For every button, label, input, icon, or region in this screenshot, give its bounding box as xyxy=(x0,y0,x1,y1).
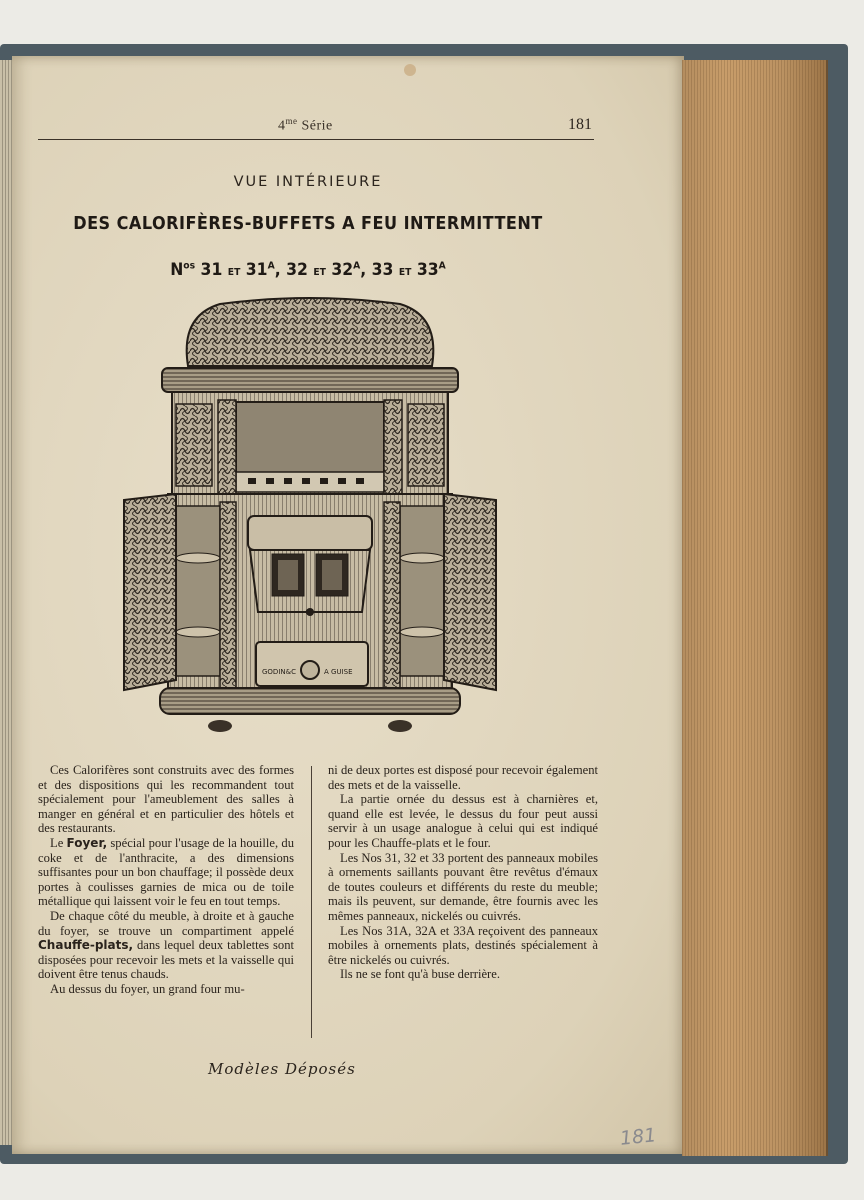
body-column-right xyxy=(328,763,598,982)
pencil-page-number: 181 xyxy=(618,1124,658,1150)
page-block-edge xyxy=(682,60,828,1156)
running-header xyxy=(38,116,594,140)
paragraph: Ils ne se font qu'à buse derrière. xyxy=(340,967,500,982)
body-column-left xyxy=(38,763,294,997)
paragraph: Le Foyer, spécial pour l'usage de la houille, du coke et de l'anthracite, a des dimensions suffisantes pour un bon chauffage; il possède deux portes à coulisses garnies de mica ou de toile métallique qui laissent voir le feu en tout temps. xyxy=(38,835,294,909)
paragraph: De chaque côté du meuble, à droite et à gauche du foyer, se trouve un compartiment appelé Chauffe-plats, dans lequel deux tablettes sont disposées pour recevoir les mets et la vaisselle qui doivent être tenus chauds. xyxy=(38,908,294,982)
title-line-1: VUE INTÉRIEURE xyxy=(233,174,383,190)
paragraph: ni de deux portes est disposé pour recevoir également des mets et de la vaisselle. xyxy=(328,763,598,792)
paragraph: Au dessus du foyer, un grand four mu- xyxy=(50,981,245,996)
page-number: 181 xyxy=(568,116,592,133)
registered-models-note: Modèles Déposés xyxy=(208,1060,356,1078)
paragraph: Les Nos 31A, 32A et 33A reçoivent des panneaux mobiles à ornements plats, destinés spécialement à être nickelés ou cuivrés. xyxy=(328,923,598,967)
maker-mark-right: A GUISE xyxy=(324,668,353,676)
paragraph: Ces Calorifères sont construits avec des formes et des dispositions qui les recommandent tout spécialement pour l'ameublement des salles à manger en général et en particulier des hôtels et des restaurants. xyxy=(38,763,294,836)
paragraph: Les Nos 31, 32 et 33 portent des panneaux mobiles à ornements saillants pouvant être revêtus d'émaux de toutes couleurs et différents du reste du meuble; mais ils peuvent, sur demande, être fournis avec les mêmes panneaux, nickelés ou cuivrés. xyxy=(328,850,598,923)
series-label: $4^{me}$ Série xyxy=(278,116,333,134)
paragraph: La partie ornée du dessus est à charnières et, quand elle est levée, le dessus du four peut aussi servir à un usage analogue à celui qui est indiqué pour les Chauffe-plats et le four. xyxy=(328,792,598,850)
title-line-2: DES CALORIFÈRES-BUFFETS A FEU INTERMITTENT xyxy=(73,214,543,234)
column-divider xyxy=(311,766,312,1038)
maker-mark-left: GODIN&C xyxy=(262,668,296,676)
paper-stain xyxy=(404,64,416,76)
stove-buffet-engraving xyxy=(110,296,510,746)
model-numbers: $N^{os}$ 31 ET $31^A$, 32 ET $32^A$, 33 ET $33^A$ xyxy=(170,260,446,280)
